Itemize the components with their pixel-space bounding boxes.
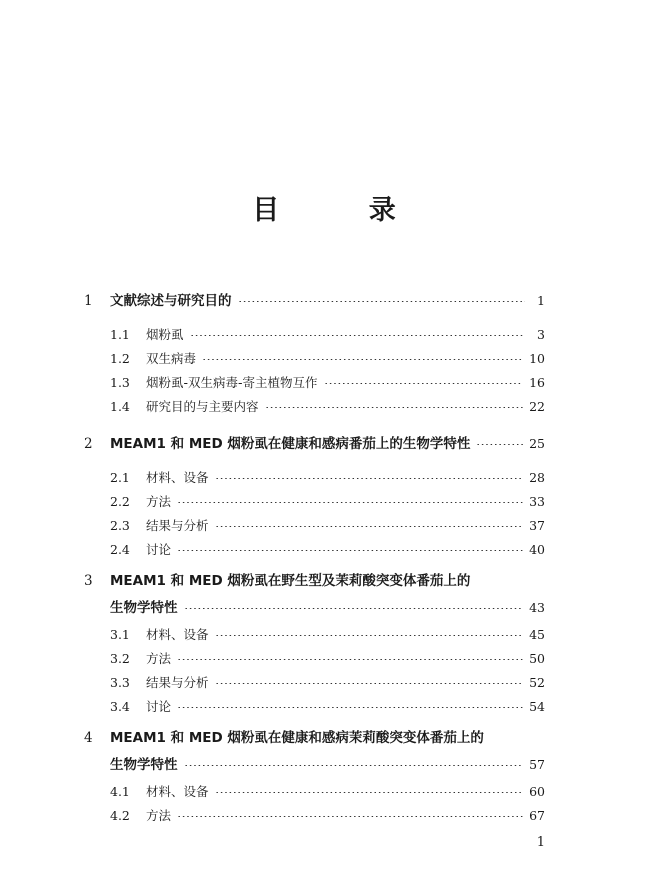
page-number: 1 bbox=[536, 835, 545, 850]
toc-chapter-4-continued[interactable] bbox=[110, 753, 545, 773]
leader-dots bbox=[238, 301, 526, 302]
toc-page: 10 bbox=[529, 351, 545, 366]
toc-section-2-2[interactable] bbox=[110, 492, 545, 510]
toc-page: 54 bbox=[529, 699, 545, 714]
toc-section-3-4[interactable] bbox=[110, 697, 545, 715]
toc-section-3-2[interactable] bbox=[110, 649, 545, 667]
leader-dots bbox=[215, 683, 524, 684]
leader-dots bbox=[177, 550, 523, 551]
toc-page: 16 bbox=[529, 375, 545, 390]
toc-page: 67 bbox=[529, 808, 545, 823]
toc-section-3-3[interactable] bbox=[110, 673, 545, 691]
toc-number: 3.1 bbox=[110, 627, 130, 642]
toc-chapter-4[interactable] bbox=[84, 726, 484, 746]
toc-page: 25 bbox=[529, 436, 545, 451]
toc-section-1-4[interactable] bbox=[110, 397, 545, 415]
toc-label: 讨论 bbox=[146, 699, 172, 714]
toc-number: 2.1 bbox=[110, 470, 130, 485]
leader-dots bbox=[265, 407, 524, 408]
toc-number: 3.3 bbox=[110, 675, 130, 690]
toc-number: 1 bbox=[84, 293, 93, 309]
toc-section-2-4[interactable] bbox=[110, 540, 545, 558]
toc-label: 讨论 bbox=[146, 542, 172, 557]
toc-number: 1.1 bbox=[110, 327, 130, 342]
toc-label-continued: 生物学特性 bbox=[110, 600, 178, 616]
leader-dots bbox=[177, 659, 523, 660]
toc-page: 22 bbox=[529, 399, 545, 414]
toc-number: 4.2 bbox=[110, 808, 130, 823]
toc-label: 烟粉虱-双生病毒-寄主植物互作 bbox=[146, 375, 318, 390]
leader-dots bbox=[177, 502, 523, 503]
toc-section-4-1[interactable] bbox=[110, 782, 545, 800]
toc-label-continued: 生物学特性 bbox=[110, 757, 178, 773]
leader-dots bbox=[184, 765, 524, 766]
toc-page: 3 bbox=[537, 327, 545, 342]
toc-label: 双生病毒 bbox=[146, 351, 197, 366]
toc-page: 33 bbox=[529, 494, 545, 509]
toc-page: 43 bbox=[529, 600, 545, 615]
toc-label: 方法 bbox=[146, 651, 172, 666]
toc-label: 材料、设备 bbox=[146, 627, 209, 642]
toc-page: 52 bbox=[529, 675, 545, 690]
toc-label: 研究目的与主要内容 bbox=[146, 399, 259, 414]
toc-number: 2 bbox=[84, 436, 93, 452]
leader-dots bbox=[177, 707, 523, 708]
toc-label: 文献综述与研究目的 bbox=[110, 293, 232, 309]
toc-section-4-2[interactable] bbox=[110, 806, 545, 824]
toc-section-3-1[interactable] bbox=[110, 625, 545, 643]
toc-section-1-1[interactable] bbox=[110, 325, 545, 343]
leader-dots bbox=[177, 816, 523, 817]
toc-label: MEAM1 和 MED 烟粉虱在健康和感病番茄上的生物学特性 bbox=[110, 436, 471, 452]
toc-label: 方法 bbox=[146, 494, 172, 509]
toc-chapter-3-continued[interactable] bbox=[110, 596, 545, 616]
toc-page: 45 bbox=[529, 627, 545, 642]
leader-dots bbox=[190, 335, 525, 336]
toc-label: 结果与分析 bbox=[146, 518, 209, 533]
toc-number: 2.2 bbox=[110, 494, 130, 509]
toc-label: 材料、设备 bbox=[146, 784, 209, 799]
toc-page: 50 bbox=[529, 651, 545, 666]
toc-number: 2.4 bbox=[110, 542, 130, 557]
leader-dots bbox=[215, 526, 524, 527]
toc-label: MEAM1 和 MED 烟粉虱在野生型及茉莉酸突变体番茄上的 bbox=[110, 573, 471, 589]
toc-number: 2.3 bbox=[110, 518, 130, 533]
toc-number: 4.1 bbox=[110, 784, 130, 799]
toc-label: 结果与分析 bbox=[146, 675, 209, 690]
leader-dots bbox=[184, 608, 524, 609]
toc-page: 1 bbox=[537, 293, 545, 308]
toc-number: 3.2 bbox=[110, 651, 130, 666]
leader-dots bbox=[215, 478, 524, 479]
toc-section-1-3[interactable] bbox=[110, 373, 545, 391]
leader-dots bbox=[324, 383, 524, 384]
toc-label: 方法 bbox=[146, 808, 172, 823]
toc-chapter-1[interactable] bbox=[84, 289, 545, 309]
toc-section-1-2[interactable] bbox=[110, 349, 545, 367]
toc-page: 57 bbox=[529, 757, 545, 772]
toc-number: 3.4 bbox=[110, 699, 130, 714]
toc-label: 烟粉虱 bbox=[146, 327, 184, 342]
toc-label: 材料、设备 bbox=[146, 470, 209, 485]
toc-section-2-1[interactable] bbox=[110, 468, 545, 486]
toc-number: 4 bbox=[84, 730, 93, 746]
toc-number: 1.2 bbox=[110, 351, 130, 366]
toc-page: 28 bbox=[529, 470, 545, 485]
toc-label: MEAM1 和 MED 烟粉虱在健康和感病茉莉酸突变体番茄上的 bbox=[110, 730, 484, 746]
toc-section-2-3[interactable] bbox=[110, 516, 545, 534]
leader-dots bbox=[202, 359, 523, 360]
toc-page: 37 bbox=[529, 518, 545, 533]
toc-chapter-2[interactable] bbox=[84, 432, 545, 452]
toc-page: 40 bbox=[529, 542, 545, 557]
leader-dots bbox=[476, 444, 523, 445]
toc-number: 3 bbox=[84, 573, 93, 589]
page-title: 目 录 bbox=[252, 195, 436, 226]
toc-number: 1.4 bbox=[110, 399, 130, 414]
toc-page: 60 bbox=[529, 784, 545, 799]
leader-dots bbox=[215, 792, 524, 793]
toc-number: 1.3 bbox=[110, 375, 130, 390]
leader-dots bbox=[215, 635, 524, 636]
toc-chapter-3[interactable] bbox=[84, 569, 470, 589]
